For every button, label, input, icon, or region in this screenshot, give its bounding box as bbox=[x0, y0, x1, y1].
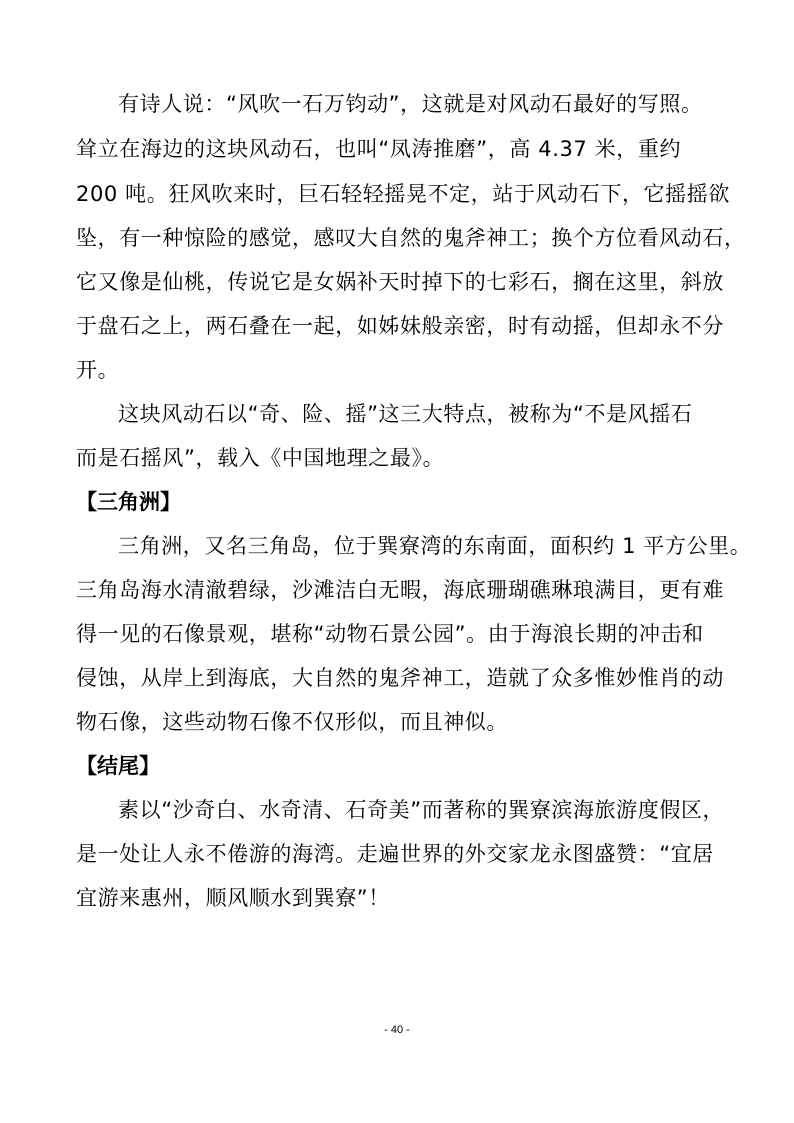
paragraph-line: 三角岛海水清澈碧绿，沙滩洁白无暇，海底珊瑚礁琳琅满目，更有难 bbox=[76, 578, 724, 602]
paragraph-line: 宜游来惠州，顺风顺水到巽寮”！ bbox=[76, 886, 390, 910]
paragraph-line: 素以“沙奇白、水奇清、石奇美”而著称的巽寮滨海旅游度假区， bbox=[118, 798, 725, 822]
paragraph-line: 开。 bbox=[76, 358, 120, 382]
paragraph-line: 这块风动石以“奇、险、摇”这三大特点，被称为“不是风摇石 bbox=[118, 402, 693, 426]
paragraph-line: 三角洲，又名三角岛，位于巽寮湾的东南面，面积约 1 平方公里。 bbox=[118, 534, 752, 558]
paragraph-line: 坠，有一种惊险的感觉，感叹大自然的鬼斧神工；换个方位看风动石， bbox=[76, 226, 746, 250]
paragraph-line: 耸立在海边的这块风动石，也叫“凤涛推磨”，高 4.37 米，重约 bbox=[76, 137, 682, 161]
section-heading: 【三角洲】 bbox=[76, 490, 181, 514]
paragraph-line: 它又像是仙桃，传说它是女娲补天时掉下的七彩石，搁在这里，斜放 bbox=[76, 270, 724, 294]
paragraph-line: 而是石摇风”，载入《中国地理之最》。 bbox=[76, 446, 445, 470]
page-number: - 40 - bbox=[384, 1024, 410, 1036]
paragraph-line: 物石像，这些动物石像不仅形似，而且神似。 bbox=[76, 710, 508, 734]
paragraph-line: 得一见的石像景观，堪称“动物石景公园”。由于海浪长期的冲击和 bbox=[76, 622, 704, 646]
paragraph-line: 有诗人说：“风吹一石万钧动”，这就是对风动石最好的写照。 bbox=[118, 92, 703, 116]
paragraph-line: 侵蚀，从岸上到海底，大自然的鬼斧神工，造就了众多惟妙惟肖的动 bbox=[76, 666, 724, 690]
paragraph-line: 于盘石之上，两石叠在一起，如姊妹般亲密，时有动摇，但却永不分 bbox=[76, 314, 724, 338]
paragraph-line: 200 吨。狂风吹来时，巨石轻轻摇晃不定，站于风动石下，它摇摇欲 bbox=[76, 182, 730, 206]
paragraph-line: 是一处让人永不倦游的海湾。走遍世界的外交家龙永图盛赞：“宜居 bbox=[76, 842, 714, 866]
section-heading: 【结尾】 bbox=[76, 754, 160, 778]
